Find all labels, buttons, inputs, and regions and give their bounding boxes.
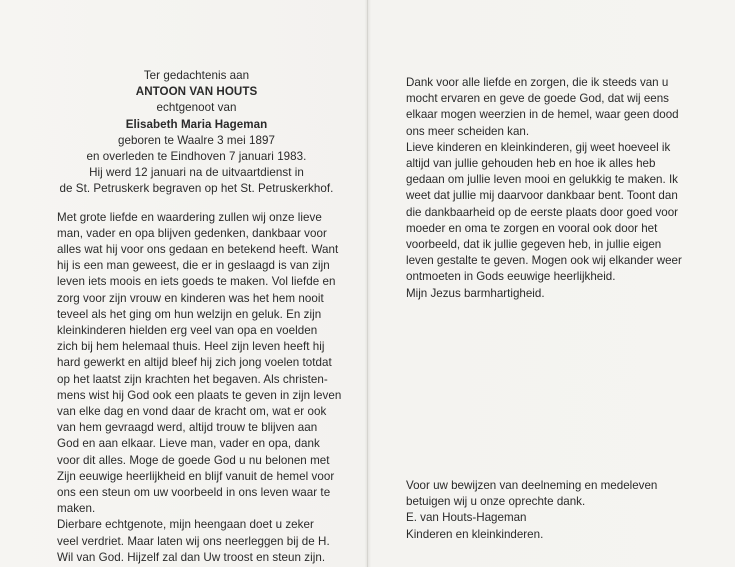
text-line: elkaar mogen weerzien in de hemel, waar geen dood — [406, 108, 679, 122]
burial-line-2: de St. Petruskerk begraven op het St. Petruskerkhof. — [59, 182, 334, 196]
text-line: die dankbaarheid op de eerste plaats door goed voor — [406, 205, 679, 219]
text-line: maken. — [57, 502, 96, 516]
memorial-text-right — [406, 75, 688, 302]
death-line: en overleden te Eindhoven 7 januari 1983. — [86, 150, 307, 164]
memorial-header — [57, 68, 336, 198]
text-line: Dierbare echtgenote, mijn heengaan doet u zeker — [57, 518, 314, 532]
birth-line: geboren te Waalre 3 mei 1897 — [118, 133, 275, 147]
thanks-line-2: betuigen wij u onze oprechte dank. — [406, 495, 586, 509]
text-line: voor dit alles. Moge de goede God u nu belonen met — [57, 453, 330, 467]
text-line: Mijn Jezus barmhartigheid. — [406, 286, 545, 300]
text-line: van hem gevraagd werd, altijd trouw te blijven aan — [57, 421, 318, 435]
text-line: God en aan elkaar. Lieve man, vader en opa, dank — [57, 437, 320, 451]
text-line: leven gestalte te geven. Mogen ook wij elkander weer — [406, 254, 682, 268]
text-line: gedaan om jullie leven mooi en gelukkig te maken. Ik — [406, 173, 678, 187]
text-line: man, vader en opa blijven gedenken, dankbaar voor — [57, 226, 327, 240]
text-line: kleinkinderen hielden erg veel van opa en voelden — [57, 324, 318, 338]
text-line: zich bij hem helemaal thuis. Heel zijn leven heeft hij — [57, 340, 325, 354]
text-line: mens wist hij God ook een plaats te geven in zijn leven — [57, 388, 342, 402]
thanks-line-1: Voor uw bewijzen van deelneming en medeleven — [406, 479, 658, 492]
text-line: weet dat jullie mij daarvoor dankbaar bent. Toont dan — [406, 189, 678, 203]
in-memory-label: Ter gedachtenis aan — [143, 69, 250, 82]
text-line: zorg voor zijn vrouw en kinderen was het hem nooit — [57, 291, 324, 305]
text-line: Zijn eeuwige heerlijkheid en blijf vanuit de hemel voor — [57, 469, 335, 483]
text-line: ons een steun om uw voorbeeld in ons leven waar te — [57, 486, 331, 500]
thanks-section — [406, 478, 688, 543]
text-line: op het laatst zijn krachten het begaven. Als christen- — [57, 372, 328, 386]
text-line: hard gewerkt en altijd bleef hij zich jong voelen totdat — [57, 356, 332, 370]
text-line: ons meer scheiden kan. — [406, 124, 530, 138]
text-line: hij is een man geweest, die er in geslaagd is van zijn — [57, 259, 330, 273]
text-line: voorbeeld, dat ik jullie gegeven heb, in jullie eigen — [406, 238, 662, 252]
text-line: alles wat hij voor ons gedaan en betekend heeft. Want — [57, 243, 339, 257]
text-line: altijd van jullie gehouden heb en hoe ik alles heb — [406, 157, 656, 171]
text-line: teveel als het ging om hun welzijn en geluk. En zijn — [57, 307, 322, 321]
text-line: Met grote liefde en waardering zullen wij onze lieve — [57, 210, 322, 224]
signature-2: Kinderen en kleinkinderen. — [406, 527, 544, 541]
text-line: Lieve kinderen en kleinkinderen, gij weet hoeveel ik — [406, 140, 671, 154]
text-line: veel verdriet. Maar laten wij ons neerleggen bij de H. — [57, 534, 330, 548]
card-fold — [367, 0, 368, 567]
text-line: Wil van God. Hijzelf zal dan Uw troost en steun zijn. — [57, 550, 326, 564]
spouse-of-label: echtgenoot van — [156, 101, 237, 115]
signature-1: E. van Houts-Hageman — [406, 511, 527, 525]
text-line: mocht ervaren en geve de goede God, dat wij eens — [406, 92, 669, 106]
text-line: leven iets moois en iets goeds te maken. Vol liefde en — [57, 275, 336, 289]
text-line: van elke dag en vond daar de kracht om, wat er ook — [57, 405, 327, 419]
left-panel — [57, 68, 342, 566]
memorial-text-left — [57, 210, 342, 566]
text-line: Dank voor alle liefde en zorgen, die ik steeds van u — [406, 76, 669, 89]
text-line: ontmoeten in Gods eeuwige heerlijkheid. — [406, 270, 616, 284]
spouse-name: Elisabeth Maria Hageman — [125, 117, 268, 131]
text-line: moeder en oma te zorgen en vooral ook door het — [406, 221, 658, 235]
deceased-name: ANTOON VAN HOUTS — [135, 85, 258, 99]
burial-line-1: Hij werd 12 januari na de uitvaartdienst in — [89, 166, 304, 180]
